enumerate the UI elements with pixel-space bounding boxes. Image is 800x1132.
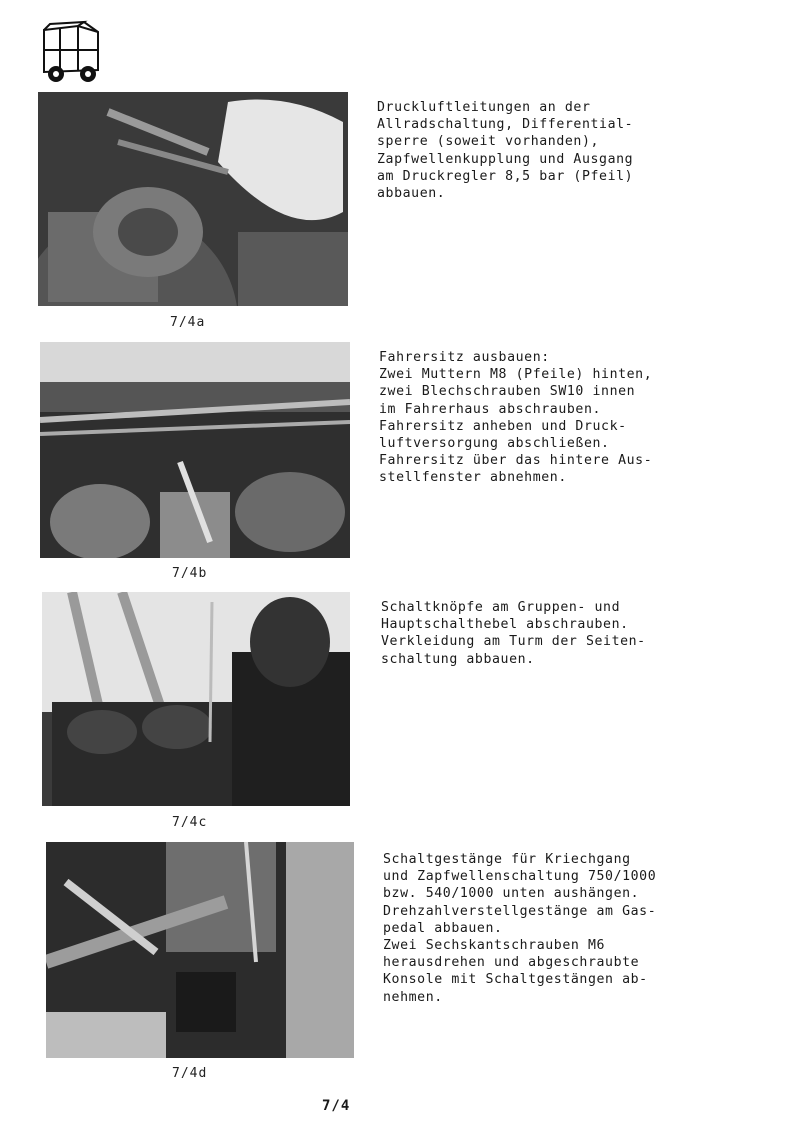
- photo-7-4a: [38, 92, 348, 306]
- caption: 7/4a: [170, 315, 206, 330]
- photo-7-4d: [46, 842, 354, 1058]
- photo-7-4c: [42, 592, 350, 806]
- tractor-cab-icon: [38, 20, 104, 84]
- instruction-text: Schaltknöpfe am Gruppen- und Hauptschalthebel abschrauben. Verkleidung am Turm der Seiten- schaltung abbauen.: [381, 600, 646, 667]
- caption: 7/4b: [172, 566, 208, 581]
- photo-7-4b: [40, 342, 350, 558]
- caption: 7/4c: [172, 815, 208, 830]
- instruction-text: Schaltgestänge für Kriechgang und Zapfwellenschaltung 750/1000 bzw. 540/1000 unten aushängen. Drehzahlverstellgestänge am Gas- pedal abbauen. Zwei Sechskantschrauben M6 herausdrehen und abgeschraubte Konsole mit Schaltgestängen ab- nehmen.: [383, 852, 657, 1005]
- instruction-text: Druckluftleitungen an der Allradschaltung, Differential- sperre (soweit vorhanden), Zapfwellenkupplung und Ausgang am Druckregler 8,5 bar (Pfeil) abbauen.: [377, 100, 634, 202]
- instruction-text: Fahrersitz ausbauen: Zwei Muttern M8 (Pfeile) hinten, zwei Blechschrauben SW10 innen im Fahrerhaus abschrauben. Fahrersitz anheben und Druck- luftversorgung abschließen. Fahrersitz über das hintere Aus- stellfenster abnehmen.: [379, 350, 653, 486]
- caption: 7/4d: [172, 1066, 208, 1081]
- page-number: 7/4: [322, 1098, 351, 1114]
